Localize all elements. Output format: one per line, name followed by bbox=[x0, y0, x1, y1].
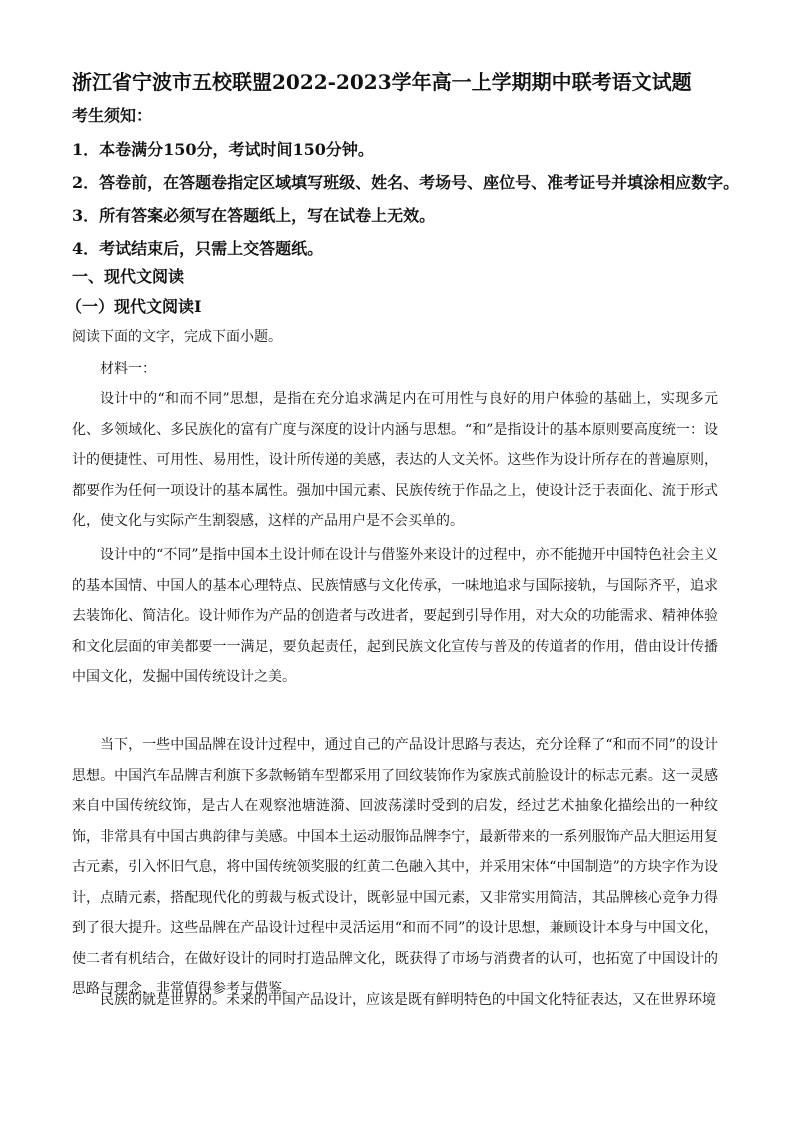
notice-item: 3．所有答案必须写在答题纸上，写在试卷上无效。 bbox=[72, 206, 436, 225]
body-paragraph: 民族的就是世界的。未来的中国产品设计，应该是既有鲜明特色的中国文化特征表达，又在世界环境 bbox=[100, 992, 716, 1008]
reading-instruction: 阅读下面的文字，完成下面小题。 bbox=[72, 329, 282, 345]
section-heading: 一、现代文阅读 bbox=[72, 267, 185, 286]
notice-item: 1．本卷满分150分，考试时间150分钟。 bbox=[72, 140, 374, 159]
subsection-heading: （一）现代文阅读Ⅰ bbox=[66, 297, 202, 316]
body-paragraph: 设计中的“不同”是指中国本土设计师在设计与借鉴外来设计的过程中，亦不能抛开中国特色社会主义的基本国情、中国人的基本心理特点、民族情感与文化传承，一味地追求与国际接轨，与国际齐平，追求去装饰化、简洁化。设计师作为产品的创造者与改进者，要起到引导作用，对大众的功能需求、精神体验和文化层面的审美都要一一满足，要负起责任，起到民族文化宣传与普及的传道者的作用，借由设计传播中国文化，发掘中国传统设计之美。 bbox=[72, 547, 718, 685]
body-paragraph: 设计中的“和而不同”思想，是指在充分追求满足内在可用性与良好的用户体验的基础上，实现多元化、多领域化、多民族化的富有广度与深度的设计内涵与思想。“和”是指设计的基本原则要高度统一：设计的便捷性、可用性、易用性，设计所传递的美感，表达的人文关怀。这些作为设计所存在的普遍原则，都要作为任何一项设计的基本属性。强加中国元素、民族传统于作品之上，使设计泛于表面化、流于形式化，使文化与实际产生割裂感，这样的产品用户是不会买单的。 bbox=[72, 391, 718, 529]
body-paragraph: 当下，一些中国品牌在设计过程中，通过自己的产品设计思路与表达，充分诠释了“和而不同”的设计思想。中国汽车品牌吉利旗下多款畅销车型都采用了回纹装饰作为家族式前脸设计的标志元素。这一灵感来自中国传统纹饰，是古人在观察池塘涟漪、回波荡漾时受到的启发，经过艺术抽象化描绘出的一种纹饰，非常具有中国古典韵律与美感。中国本土运动服饰品牌李宁，最新带来的一系列服饰产品大胆运用复古元素，引入怀旧气息，将中国传统领奖服的红黄二色融入其中，并采用宋体“中国制造”的方块字作为设计，点睛元素，搭配现代化的剪裁与板式设计，既彰显中国元素，又非常实用简洁，其品牌核心竞争力得到了很大提升。这些品牌在产品设计过程中灵活运用“和而不同”的设计思想，兼顾设计本身与中国文化，使二者有机结合，在做好设计的同时打造品牌文化，既获得了市场与消费者的认可，也拓宽了中国设计的思路与理念，非常值得参考与借鉴。 bbox=[72, 737, 718, 997]
material-label: 材料一： bbox=[100, 361, 156, 377]
exam-title: 浙江省宁波市五校联盟2022-2023学年高一上学期期中联考语文试题 bbox=[72, 70, 692, 94]
notice-item: 2．答卷前，在答题卷指定区域填写班级、姓名、考场号、座位号、准考证号并填涂相应数字。 bbox=[72, 173, 740, 192]
notice-item: 4．考试结束后，只需上交答题纸。 bbox=[72, 239, 324, 258]
notice-heading: 考生须知： bbox=[72, 106, 153, 125]
